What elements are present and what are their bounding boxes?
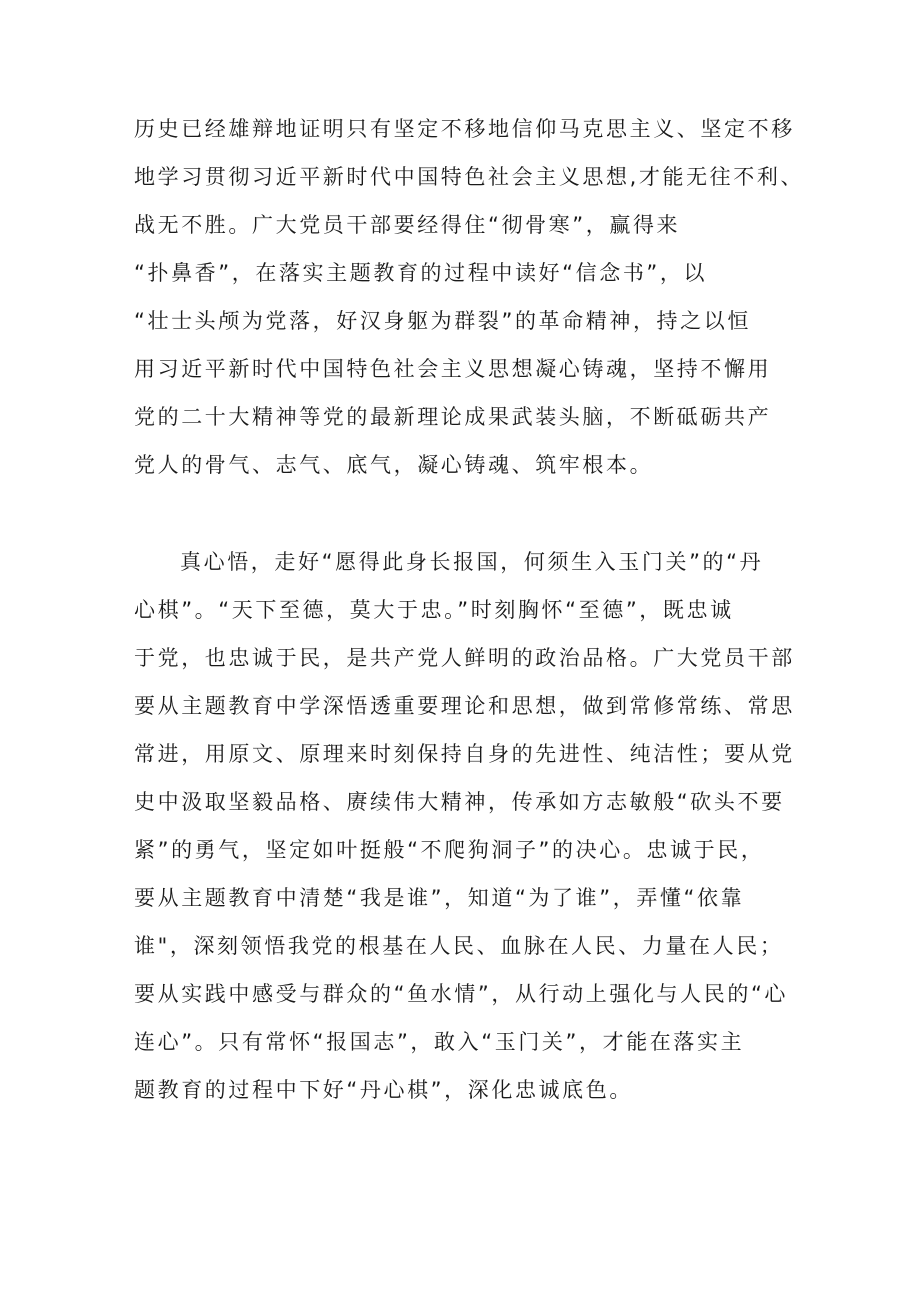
text-line: 要从实践中感受与群众的“鱼水情”，从行动上强化与人民的“心	[134, 982, 789, 1006]
text-line: 真心悟，走好“愿得此身长报国，何须生入玉门关”的“丹	[180, 550, 764, 574]
text-line: “扑鼻香”，在落实主题教育的过程中读好“信念书”，以	[134, 261, 708, 285]
text-line: “壮士头颅为党落，好汉身躯为群裂”的革命精神，持之以恒	[134, 309, 751, 333]
text-line: 紧”的勇气，坚定如叶挺般“不爬狗洞子”的决心。忠诚于民，	[134, 838, 765, 862]
text-line: 地学习贯彻习近平新时代中国特色社会主义思想,才能无往不利、	[134, 165, 805, 189]
text-line: 题教育的过程中下好“丹心棋”，深化忠诚底色。	[134, 1078, 633, 1102]
text-line: 战无不胜。广大党员干部要经得住“彻骨寒”，赢得来	[134, 213, 681, 237]
text-line: 用习近平新时代中国特色社会主义思想凝心铸魂，坚持不懈用	[134, 357, 772, 381]
text-line: 历史已经雄辩地证明只有坚定不移地信仰马克思主义、坚定不移	[134, 117, 795, 141]
text-line: 要从主题教育中清楚“我是谁”，知道“为了谁”，弄懂“依靠	[134, 886, 745, 910]
text-line: 连心”。只有常怀“报国志”，敢入“玉门关”，才能在落实主	[134, 1030, 745, 1054]
text-line: 常进，用原文、原理来时刻保持自身的先进性、纯洁性；要从党	[134, 742, 795, 766]
text-line: 要从主题教育中学深悟透重要理论和思想，做到常修常练、常思	[134, 694, 795, 718]
text-line: 于党，也忠诚于民，是共产党人鲜明的政治品格。广大党员干部	[134, 646, 795, 670]
text-line: 史中汲取坚毅品格、赓续伟大精神，传承如方志敏般“砍头不要	[134, 790, 785, 814]
text-line: 党人的骨气、志气、底气，凝心铸魂、筑牢根本。	[134, 453, 654, 477]
text-line: 党的二十大精神等党的最新理论成果武装头脑，不断砥砺共产	[134, 405, 772, 429]
text-line: 心棋”。“天下至德，莫大于忠。”时刻胸怀“至德”，既忠诚	[134, 598, 734, 622]
text-line: 谁"，深刻领悟我党的根基在人民、血脉在人民、力量在人民；	[134, 934, 784, 958]
